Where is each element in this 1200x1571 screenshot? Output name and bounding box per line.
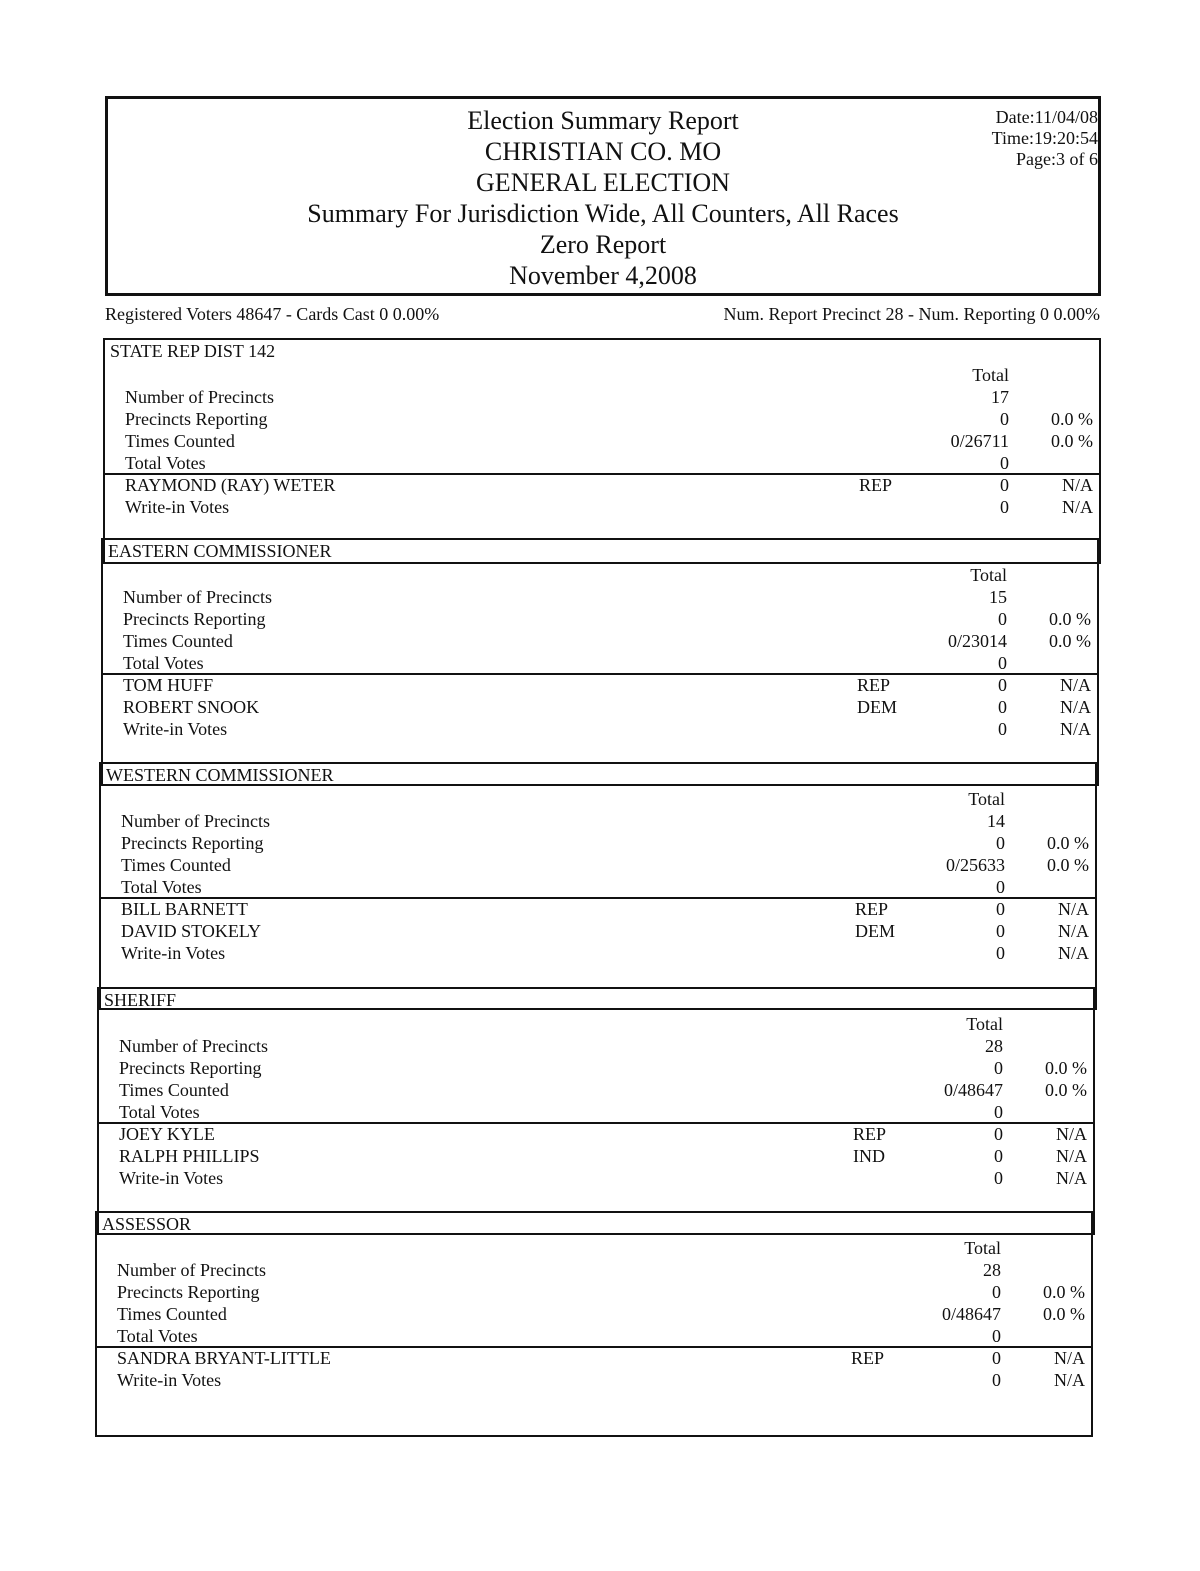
candidate-votes: 0 [994,1146,1003,1166]
candidate-name: RALPH PHILLIPS [119,1146,260,1166]
header-meta [992,107,1098,170]
candidate-votes: 0 [998,719,1007,739]
candidate-percent: N/A [1058,943,1089,963]
candidate-name: TOM HUFF [123,675,214,695]
candidate-name: BILL BARNETT [121,899,248,919]
race-block [103,338,1101,564]
candidate-party: DEM [857,697,897,717]
candidate-name: RAYMOND (RAY) WETER [125,475,336,495]
candidate-row [101,898,1095,920]
candidate-party: REP [853,1124,887,1144]
summary-description: Summary For Jurisdiction Wide, All Counters, All Races [307,199,899,228]
total-votes-row [103,652,1097,674]
precincts-reporting-row [99,1057,1093,1079]
candidate-name: JOEY KYLE [119,1124,215,1144]
times-counted-value: 0/25633 [945,855,1005,875]
candidate-row [103,696,1097,718]
race-title: EASTERN COMMISSIONER [108,541,332,561]
precincts-reporting-row [101,832,1095,854]
candidate-percent: N/A [1056,1168,1087,1188]
precinct-reporting-summary: Num. Report Precinct 28 - Num. Reporting 0 0.00% [723,304,1100,324]
total-votes-value: 0 [1000,453,1009,473]
precincts-reporting-percent: 0.0 % [1049,609,1091,629]
candidate-row [103,674,1097,696]
precincts-reporting-value: 0 [998,609,1007,629]
registered-voters-summary: Registered Voters 48647 - Cards Cast 0 0.00% [105,304,440,324]
times-counted-percent: 0.0 % [1049,631,1091,651]
precincts-reporting-percent: 0.0 % [1047,833,1089,853]
total-votes-label: Total Votes [121,877,202,897]
number-of-precincts-value: 14 [987,811,1005,831]
number-of-precincts-value: 15 [989,587,1007,607]
race-block [97,987,1095,1235]
candidate-row [99,1145,1093,1167]
candidate-percent: N/A [1054,1348,1085,1368]
candidate-percent: N/A [1058,921,1089,941]
precincts-reporting-percent: 0.0 % [1045,1058,1087,1078]
candidate-votes: 0 [996,943,1005,963]
precincts-reporting-value: 0 [1000,409,1009,429]
total-column-header: Total [970,565,1007,585]
total-votes-row [99,1101,1093,1123]
candidate-votes: 0 [992,1370,1001,1390]
number-of-precincts-row [101,810,1095,832]
candidate-party: REP [855,899,889,919]
total-votes-value: 0 [992,1326,1001,1346]
total-header-row [101,788,1095,810]
number-of-precincts-value: 28 [983,1260,1001,1280]
precincts-reporting-label: Precincts Reporting [117,1282,260,1302]
candidate-votes: 0 [996,899,1005,919]
report-time: Time:19:20:54 [991,128,1098,148]
candidate-percent: N/A [1060,675,1091,695]
precincts-reporting-value: 0 [992,1282,1001,1302]
race-block [99,762,1097,1010]
times-counted-percent: 0.0 % [1043,1304,1085,1324]
candidate-votes: 0 [998,697,1007,717]
candidate-party: REP [851,1348,885,1368]
precincts-reporting-percent: 0.0 % [1051,409,1093,429]
times-counted-row [97,1303,1091,1325]
total-votes-label: Total Votes [117,1326,198,1346]
number-of-precincts-row [105,386,1099,408]
number-of-precincts-row [103,586,1097,608]
number-of-precincts-label: Number of Precincts [125,387,274,407]
candidate-row [101,920,1095,942]
page-number: Page:3 of 6 [1016,149,1098,169]
candidate-percent: N/A [1060,719,1091,739]
candidate-percent: N/A [1062,475,1093,495]
race-title: SHERIFF [104,990,177,1010]
times-counted-percent: 0.0 % [1051,431,1093,451]
times-counted-percent: 0.0 % [1045,1080,1087,1100]
candidate-party: REP [857,675,891,695]
times-counted-value: 0/23014 [947,631,1007,651]
times-counted-label: Times Counted [125,431,235,451]
candidate-row [97,1369,1091,1391]
candidate-name: DAVID STOKELY [121,921,262,941]
candidate-row [103,718,1097,740]
times-counted-label: Times Counted [117,1304,227,1324]
times-counted-value: 0/48647 [943,1080,1003,1100]
times-counted-label: Times Counted [123,631,233,651]
times-counted-row [105,430,1099,452]
candidate-row [99,1167,1093,1189]
race-title: STATE REP DIST 142 [110,341,276,361]
precincts-reporting-row [97,1281,1091,1303]
candidate-party: DEM [855,921,895,941]
precincts-reporting-percent: 0.0 % [1043,1282,1085,1302]
election-name: GENERAL ELECTION [476,168,730,197]
times-counted-row [99,1079,1093,1101]
report-type: Zero Report [539,230,667,259]
candidate-votes: 0 [1000,475,1009,495]
candidate-votes: 0 [998,675,1007,695]
candidate-percent: N/A [1054,1370,1085,1390]
total-column-header: Total [972,365,1009,385]
race-block [101,538,1099,786]
total-header-row [99,1013,1093,1035]
candidate-votes: 0 [1000,497,1009,517]
number-of-precincts-label: Number of Precincts [117,1260,266,1280]
candidate-name: Write-in Votes [121,943,226,963]
candidate-percent: N/A [1056,1124,1087,1144]
candidate-votes: 0 [992,1348,1001,1368]
times-counted-label: Times Counted [121,855,231,875]
number-of-precincts-label: Number of Precincts [123,587,272,607]
precincts-reporting-value: 0 [996,833,1005,853]
county-name: CHRISTIAN CO. MO [484,137,722,166]
times-counted-value: 0/48647 [941,1304,1001,1324]
number-of-precincts-value: 17 [991,387,1009,407]
total-header-row [97,1237,1091,1259]
candidate-name: SANDRA BRYANT-LITTLE [117,1348,331,1368]
total-header-row [103,564,1097,586]
precincts-reporting-label: Precincts Reporting [121,833,264,853]
total-column-header: Total [964,1238,1001,1258]
candidate-percent: N/A [1056,1146,1087,1166]
precincts-reporting-label: Precincts Reporting [119,1058,262,1078]
total-votes-row [97,1325,1091,1347]
number-of-precincts-value: 28 [985,1036,1003,1056]
total-votes-value: 0 [998,653,1007,673]
candidate-votes: 0 [994,1124,1003,1144]
candidate-name: ROBERT SNOOK [123,697,260,717]
precincts-reporting-row [103,608,1097,630]
candidate-party: IND [853,1146,885,1166]
candidate-votes: 0 [996,921,1005,941]
times-counted-label: Times Counted [119,1080,229,1100]
candidate-name: Write-in Votes [119,1168,224,1188]
total-votes-row [101,876,1095,898]
number-of-precincts-row [99,1035,1093,1057]
number-of-precincts-row [97,1259,1091,1281]
candidate-percent: N/A [1058,899,1089,919]
candidate-row [105,496,1099,518]
candidate-party: REP [859,475,893,495]
times-counted-row [101,854,1095,876]
candidate-name: Write-in Votes [125,497,230,517]
candidate-name: Write-in Votes [117,1370,222,1390]
number-of-precincts-label: Number of Precincts [119,1036,268,1056]
report-date: Date:11/04/08 [995,107,1098,127]
total-votes-label: Total Votes [119,1102,200,1122]
total-votes-value: 0 [996,877,1005,897]
report-title: Election Summary Report [467,106,739,135]
election-date: November 4,2008 [509,261,697,290]
candidate-votes: 0 [994,1168,1003,1188]
candidate-row [97,1347,1091,1369]
candidate-row [105,474,1099,496]
total-column-header: Total [966,1014,1003,1034]
candidate-percent: N/A [1060,697,1091,717]
precincts-reporting-label: Precincts Reporting [123,609,266,629]
race-title: WESTERN COMMISSIONER [106,765,334,785]
total-votes-row [105,452,1099,474]
total-votes-value: 0 [994,1102,1003,1122]
times-counted-percent: 0.0 % [1047,855,1089,875]
candidate-name: Write-in Votes [123,719,228,739]
total-column-header: Total [968,789,1005,809]
total-votes-label: Total Votes [123,653,204,673]
candidate-percent: N/A [1062,497,1093,517]
times-counted-value: 0/26711 [950,431,1009,451]
times-counted-row [103,630,1097,652]
precincts-reporting-label: Precincts Reporting [125,409,268,429]
candidate-row [99,1123,1093,1145]
candidate-row [101,942,1095,964]
race-title: ASSESSOR [102,1214,192,1234]
precincts-reporting-value: 0 [994,1058,1003,1078]
precincts-reporting-row [105,408,1099,430]
total-votes-label: Total Votes [125,453,206,473]
header-titles [108,105,1098,291]
race-block [95,1211,1093,1437]
number-of-precincts-label: Number of Precincts [121,811,270,831]
report-header [105,96,1101,296]
total-header-row [105,364,1099,386]
